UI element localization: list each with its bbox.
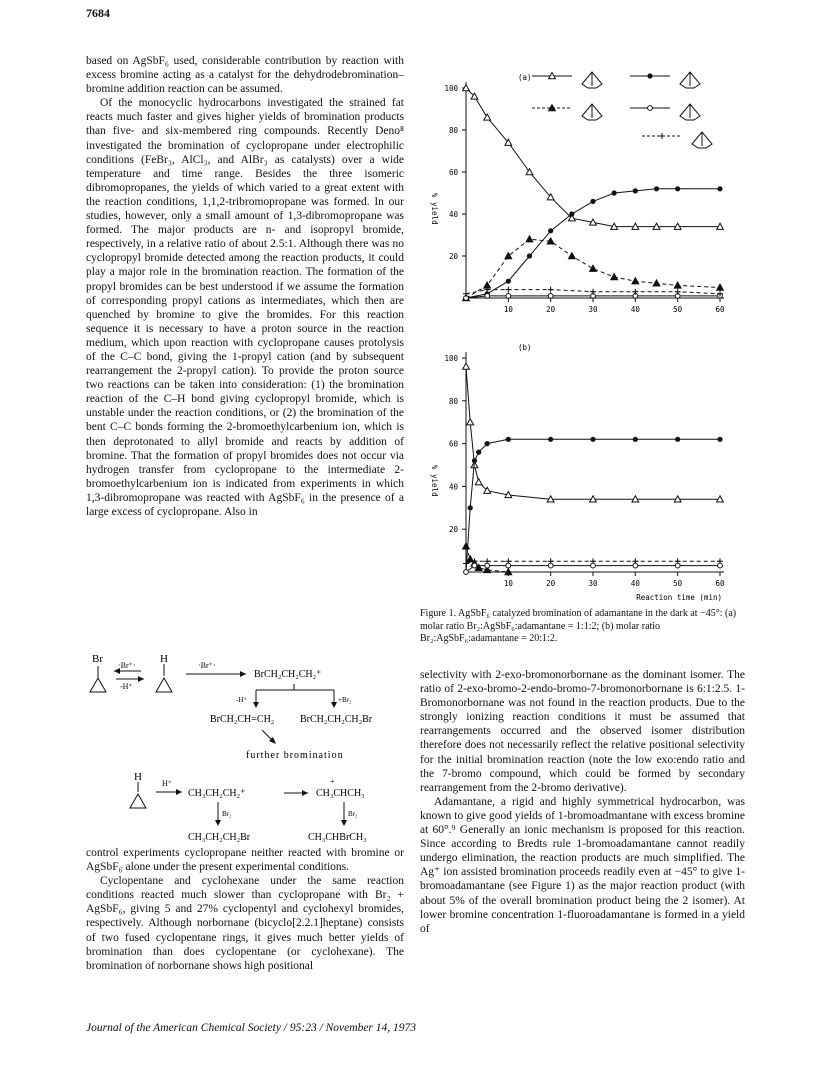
- y-tick-label: 40: [448, 482, 458, 492]
- x-tick-label: 50: [673, 579, 683, 588]
- x-tick-label: 20: [546, 305, 556, 314]
- series-line-open-triangle: [466, 88, 720, 227]
- data-point-filled-circle: [717, 437, 722, 442]
- data-point-filled-triangle: [590, 265, 597, 271]
- data-point-open-circle: [506, 563, 511, 568]
- scheme-plus-mark: +: [330, 777, 335, 786]
- data-point-filled-circle: [485, 441, 490, 446]
- data-point-open-circle: [633, 563, 638, 568]
- cyclopropane-structure-2: [130, 782, 146, 808]
- data-point-open-circle: [548, 294, 553, 299]
- scheme-iprbr: CH₃CHBrCH₃: [308, 832, 367, 843]
- scheme-prop2: CH₃CHCH₃: [316, 788, 365, 799]
- scheme-dibromo: BrCH₂CH₂CH₂Br: [300, 714, 373, 725]
- data-point-filled-circle: [506, 437, 511, 442]
- data-point-plus: [505, 287, 511, 293]
- x-tick-label: 50: [673, 305, 683, 314]
- data-point-open-circle: [648, 106, 653, 111]
- scheme-br2b: Br₂: [348, 810, 358, 818]
- y-tick-label: 100: [444, 84, 458, 93]
- scheme-brplus-right: ·Br⁺·: [198, 661, 216, 670]
- data-point-filled-circle: [476, 450, 481, 455]
- data-point-open-triangle: [463, 363, 470, 369]
- data-point-plus: [548, 287, 554, 293]
- data-point-filled-triangle: [526, 236, 533, 242]
- x-tick-label: 40: [630, 305, 640, 314]
- data-point-filled-circle: [590, 199, 595, 204]
- scheme-cation: BrCH₂CH₂CH₂⁺: [254, 669, 322, 680]
- paragraph: Adamantane, a rigid and highly symmetrical hydrocarbon, was known to give good yields of 1-bromoadmantane with excess bromine at 60°.⁹ Generally an ionic mechanism is proposed for this reaction. Since according to Bredts rule 1-bromoadamantane cannot readily undergo elimination, the reaction products are much simplified. The Ag⁺ ion assisted bromination proceeds readily even at −45° to give 1-bromoadamantane (see Figure 1) as the major reaction product (with about 5% of the overall bromination product being the 2 isomer). At lower bromine concentration 1-fluoroadamantane is formed in a yield of: [420, 795, 745, 935]
- data-point-filled-circle: [675, 186, 680, 191]
- data-point-filled-circle: [472, 458, 477, 463]
- legend-adamantane-structure: [692, 132, 712, 148]
- scheme-plus-br2: +Br₂: [338, 696, 352, 704]
- data-point-filled-triangle: [463, 543, 470, 549]
- figure-caption: Figure 1. AgSbF₆ catalyzed bromination of adamantane in the dark at −45°: (a) molar ratio Br₂:AgSbF₆:adamantane = 1:1:2; (b) molar ratio Br₂:AgSbF₆:adamantane = 20:1:2.: [420, 608, 737, 644]
- data-point-plus: [632, 289, 638, 295]
- data-point-open-triangle: [467, 419, 474, 425]
- data-point-filled-circle: [548, 228, 553, 233]
- y-axis-label: % yield: [430, 193, 439, 225]
- y-tick-label: 60: [448, 439, 458, 449]
- figure-1b-chart: [420, 326, 740, 606]
- panel-label: (b): [518, 343, 532, 352]
- data-point-filled-triangle: [611, 274, 618, 280]
- cyclopropane-structure: [156, 664, 172, 692]
- scheme-further: further bromination: [246, 750, 344, 761]
- left-column-top: [86, 54, 404, 519]
- data-point-open-circle: [506, 294, 511, 299]
- data-point-filled-circle: [612, 190, 617, 195]
- scheme-hplus: H⁺: [162, 779, 172, 788]
- figure-1a-chart: [420, 56, 740, 326]
- data-point-filled-triangle: [568, 253, 575, 259]
- reaction-scheme: [86, 652, 406, 844]
- y-axis-label: % yield: [430, 465, 439, 497]
- data-point-filled-circle: [506, 279, 511, 284]
- data-point-filled-circle: [569, 211, 574, 216]
- data-point-filled-circle: [548, 437, 553, 442]
- data-point-filled-circle: [717, 186, 722, 191]
- scheme-allyl: BrCH₂CH=CH₂: [210, 714, 275, 725]
- x-tick-label: 60: [715, 305, 725, 314]
- scheme-br2a: Br₂: [222, 810, 232, 818]
- y-tick-label: 100: [444, 354, 458, 363]
- legend-adamantane-structure: [582, 104, 602, 120]
- paragraph: based on AgSbF₆ used, considerable contribution by reaction with excess bromine acting as a catalyst for the dehydrodebromination–bromine addition reaction can be assumed.: [86, 55, 404, 96]
- data-point-open-circle: [485, 294, 490, 299]
- x-tick-label: 30: [588, 305, 598, 314]
- journal-footer: Journal of the American Chemical Society / 95:23 / November 14, 1973: [86, 1022, 417, 1034]
- data-point-open-circle: [548, 563, 553, 568]
- left-column-bottom: [86, 846, 404, 973]
- series-line-filled-circle: [466, 189, 720, 298]
- data-point-open-circle: [591, 563, 596, 568]
- paragraph: selectivity with 2-exo-bromonorbornane as the dominant isomer. The ratio of 2-exo-bromo-2-endo-bromo-7-bromonorbornane is 6:1:2.5. 1-Bromonorbornane was not found in the reaction products. Due to the strongly ionizing reaction conditions it must be assumed that rearrangements occurred and the observed isomer distribution therefore does not necessarily reflect the relative positional selectivity for the initial bromination reaction (note the low exo:endo ratio and the 7-bromo compound, which could be formed by secondary rearrangement from the 2-bromo derivative).: [420, 669, 745, 794]
- data-point-plus: [659, 133, 665, 139]
- x-tick-label: 40: [630, 579, 640, 588]
- data-point-plus: [590, 289, 596, 295]
- data-point-open-triangle: [484, 114, 491, 120]
- data-point-open-circle: [472, 563, 477, 568]
- data-point-filled-circle: [527, 253, 532, 258]
- data-point-filled-circle: [468, 505, 473, 510]
- scheme-nprbr: CH₃CH₂CH₂Br: [188, 832, 251, 843]
- data-point-open-circle: [675, 563, 680, 568]
- panel-label: (a): [518, 73, 532, 82]
- legend-adamantane-structure: [680, 72, 700, 88]
- scheme-prop1: CH₃CH₂CH₂⁺: [188, 788, 246, 799]
- data-point-filled-circle: [654, 186, 659, 191]
- paragraph: Of the monocyclic hydrocarbons investigated the strained fat reacts much faster and gives higher yields of bromination products than five- and six-membered ring compounds. Recently Deno⁸ investigated the bromination of cyclopropane under electrophilic conditions (FeBr₃, AlCl₃, and AlBr₃ as catalysts) over a wide temperature and time range. Besides the three isomeric dibromopropanes, the yields of which varied to a great extent with the reaction conditions, 1,1,2-tribromopropane was formed. In our studies, however, only a small amount of 1,3-dibromopropane was formed. The major products are n- and isopropyl bromide, respectively, in a relative ratio of about 2.5:1. Although there was no cyclopropyl bromide detected among the reaction products, it could play a major role in the bromination reaction. The formation of the propyl bromides can be best understood if we assume the formation of corresponding propyl cations as intermediates, which then are quenched by bromine to give the bromides. For this reaction sequence it is necessary to have a proton source in the reaction medium, which upon reaction with cyclopropane causes protolysis of the C–C bond, giving the 1-propyl cation (and by subsequent rearrangement the 2-propyl cation). To provide the proton source two reactions can be taken into consideration: (1) the bromination reaction of the C–H bond giving cyclopropyl bromide, which is unstable under the reaction conditions, or (2) the bromination of the bent C–C bonds forming the 2-bromoethylcarbenium ion, which is then deprotonated to allyl bromide and reacts by addition of bromine. That the formation of propyl bromides does not occur via hydrogen transfer from cyclopropane to the intermediate 2-bromoethylcarbenium ion is indicated from experiments in which 1,3-dibromopropane was reacted with AgSbF₆ in the presence of a large excess of cyclopropane. Also in: [86, 97, 404, 518]
- x-tick-label: 10: [503, 579, 513, 588]
- page-number: 7684: [86, 6, 110, 20]
- data-point-open-circle: [464, 570, 469, 575]
- series-line-open-triangle: [466, 367, 720, 500]
- data-point-filled-circle: [590, 437, 595, 442]
- data-point-filled-circle: [633, 188, 638, 193]
- right-column: [420, 668, 745, 936]
- x-tick-label: 10: [503, 305, 513, 314]
- y-tick-label: 40: [448, 210, 458, 219]
- paragraph: control experiments cyclopropane neither reacted with bromine or AgSbF₆ alone under the present experimental conditions.: [86, 847, 404, 874]
- data-point-open-circle: [718, 563, 723, 568]
- scheme-minus-h2: -H⁺: [236, 696, 248, 704]
- data-point-plus: [675, 289, 681, 295]
- x-axis-label: Reaction time (min): [636, 593, 722, 602]
- data-point-filled-triangle: [632, 278, 639, 284]
- paragraph: Cyclopentane and cyclohexane under the same reaction conditions reacted much slower than cyclopropane with Br₂ + AgSbF₆, giving 5 and 27% cyclopentyl and cyclohexyl bromides, respectively. Although norbornane (bicyclo[2.2.1]heptane) consists of two fused cyclopentane rings, it gives much better yields of bromination than does cyclopentane (or cyclohexane). The bromination of norbornane shows high positional: [86, 875, 404, 972]
- x-tick-label: 20: [546, 579, 556, 588]
- data-point-open-triangle: [475, 479, 482, 485]
- y-tick-label: 20: [448, 525, 458, 535]
- cyclopropyl-bromide-structure: [90, 666, 106, 692]
- data-point-filled-circle: [633, 437, 638, 442]
- scheme-br: Br: [92, 653, 103, 665]
- series-line-filled-circle: [466, 439, 720, 572]
- data-point-filled-circle: [647, 73, 652, 78]
- data-point-open-circle: [485, 563, 490, 568]
- y-tick-label: 80: [448, 396, 458, 406]
- data-point-filled-triangle: [717, 284, 724, 290]
- scheme-brplus: ·Br⁺·: [118, 661, 136, 670]
- data-point-filled-triangle: [653, 280, 660, 286]
- data-point-plus: [463, 291, 469, 297]
- x-tick-label: 30: [588, 579, 598, 588]
- legend-adamantane-structure: [582, 72, 602, 88]
- scheme-h: H: [160, 653, 168, 665]
- scheme-minus-h: -H⁺: [120, 682, 133, 691]
- y-tick-label: 80: [448, 126, 458, 135]
- data-point-filled-circle: [675, 437, 680, 442]
- legend-adamantane-structure: [680, 104, 700, 120]
- x-tick-label: 60: [715, 579, 725, 588]
- y-tick-label: 60: [448, 168, 458, 177]
- scheme-h2: H: [134, 771, 142, 783]
- y-tick-label: 20: [448, 252, 458, 261]
